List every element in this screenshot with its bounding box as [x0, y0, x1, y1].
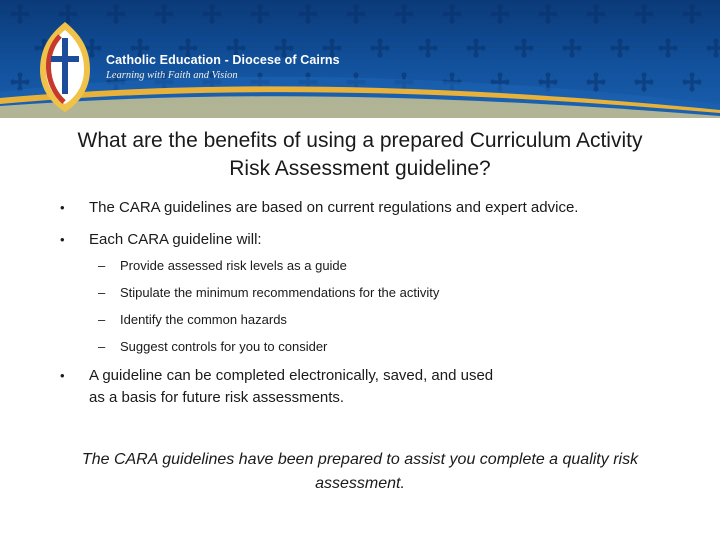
diocese-shield-cross-icon: [34, 18, 96, 114]
sub-marker: –: [98, 339, 106, 354]
slide-title: What are the benefits of using a prepared Curriculum Activity Risk Assessment guideline?: [77, 129, 643, 180]
organization-tagline: Learning with Faith and Vision: [106, 70, 238, 81]
sub-marker: –: [98, 258, 106, 273]
closing-statement: The CARA guidelines have been prepared to assist you complete a quality risk assessment.: [81, 451, 639, 492]
sub-text: Suggest controls for you to consider: [120, 339, 328, 354]
header-banner: [0, 0, 720, 118]
bullet-marker: •: [60, 200, 65, 215]
bullet-text: Each CARA guideline will:: [89, 231, 262, 248]
bullet-marker: •: [60, 232, 65, 247]
sub-marker: –: [98, 312, 106, 327]
bullet-marker: •: [60, 368, 65, 383]
sub-text: Provide assessed risk levels as a guide: [120, 258, 347, 273]
bullet-text: The CARA guidelines are based on current regulations and expert advice.: [89, 199, 579, 216]
bullet-text: A guideline can be completed electronically, saved, and used as a basis for future risk assessments.: [89, 367, 494, 406]
sub-text: Identify the common hazards: [120, 312, 287, 327]
organization-name: Catholic Education - Diocese of Cairns: [106, 53, 340, 67]
sub-text: Stipulate the minimum recommendations for the activity: [120, 285, 440, 300]
sub-marker: –: [98, 285, 106, 300]
